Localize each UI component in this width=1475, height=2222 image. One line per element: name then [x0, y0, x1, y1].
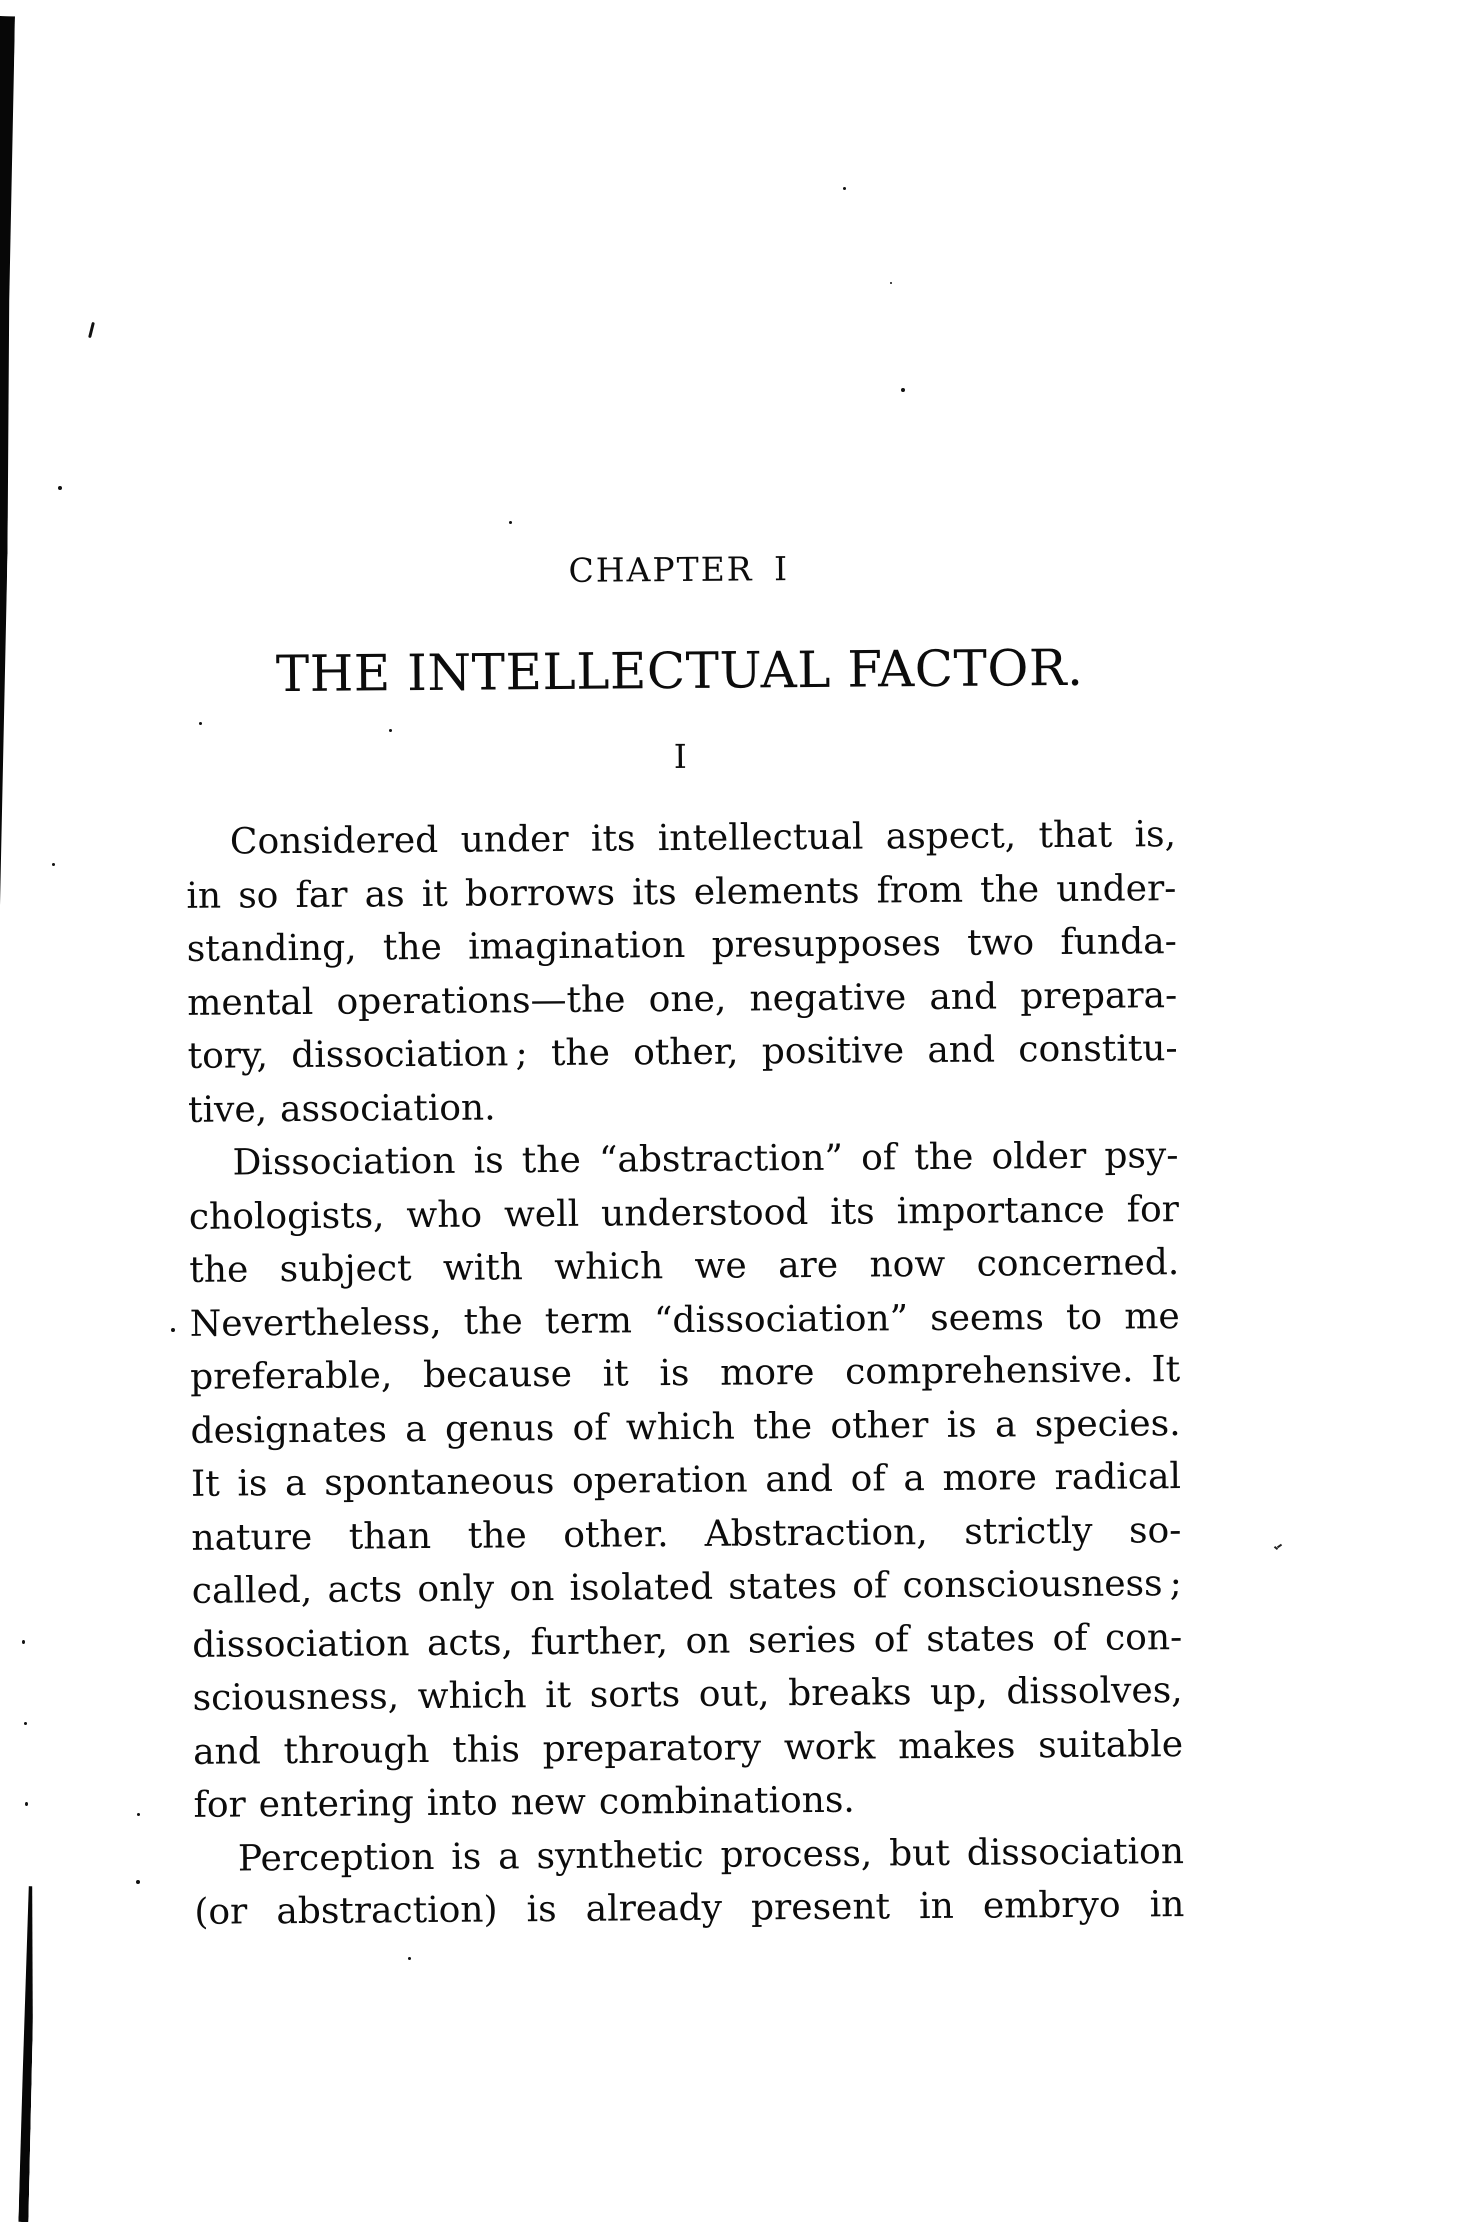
para-2-line-13: for entering into new combinations. — [193, 1779, 855, 1826]
para-2-line-1: Dissociation is the “abstraction” of the older psy- — [232, 1135, 1179, 1184]
para-2-line-3: the subject with which we are now concerned. — [189, 1242, 1180, 1291]
para-3-line-2: (or abstraction) is already present in embryo in — [194, 1884, 1185, 1933]
para-1-line-5: tory, dissociation ; the other, positive and constitu- — [187, 1028, 1178, 1077]
para-2-line-9: called, acts only on isolated states of consciousness ; — [191, 1563, 1182, 1612]
section-numeral: I — [673, 736, 687, 777]
para-2-line-2: chologists, who well understood its importance for — [188, 1188, 1180, 1238]
para-1-line-2: in so far as it borrows its elements from the under- — [186, 867, 1177, 917]
para-3-line-1: Perception is a synthetic process, but dissociation — [237, 1830, 1185, 1879]
para-1-line-1: Considered under its intellectual aspect, that is, — [229, 814, 1177, 863]
para-1-line-3: standing, the imagination presupposes two funda- — [186, 921, 1177, 970]
para-2-line-4: Nevertheless, the term “dissociation” seems to me — [189, 1295, 1180, 1345]
para-2-line-5: preferable, because it is more comprehensive. It — [190, 1349, 1181, 1398]
para-2-line-12: and through this preparatory work makes suitable — [192, 1723, 1184, 1773]
chapter-heading: CHAPTER I — [568, 549, 790, 590]
para-1-line-6: tive, association. — [187, 1086, 496, 1131]
para-2-line-10: dissociation acts, further, on series of states of con- — [192, 1616, 1183, 1666]
para-1-line-4: mental operations—the one, negative and prepara- — [187, 974, 1178, 1024]
page-title: THE INTELLECTUAL FACTOR. — [275, 638, 1084, 704]
para-2-line-6: designates a genus of which the other is a species. — [190, 1402, 1181, 1452]
body-text — [186, 808, 1185, 1939]
para-2-line-7: It is a spontaneous operation and of a more radical — [190, 1456, 1182, 1505]
para-2-line-11: sciousness, which it sorts out, breaks up, dissolves, — [192, 1670, 1183, 1719]
para-2-line-8: nature than the other. Abstraction, strictly so- — [191, 1509, 1182, 1559]
